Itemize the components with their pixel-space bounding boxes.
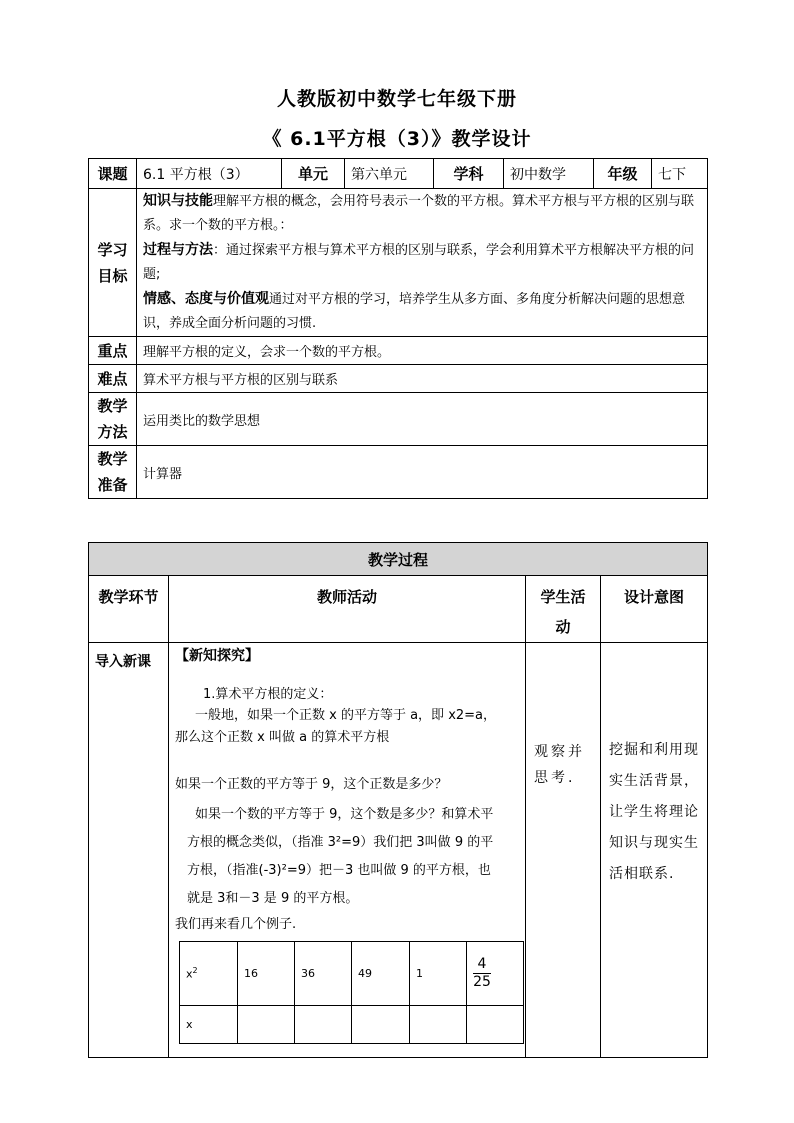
prep-label: 教学 准备 <box>89 446 137 499</box>
process-objective: 过程与方法：通过探索平方根与算术平方根的区别与联系，学会利用算术平方根解决平方根的问题; <box>143 242 695 282</box>
teacher-line: 1.算术平方根的定义： <box>203 687 333 702</box>
example-value: 1 <box>410 942 467 1006</box>
col-student-header: 学生活 动 <box>526 576 601 643</box>
objectives-label: 学习 目标 <box>89 189 137 337</box>
example-blank-cell <box>467 1006 524 1044</box>
col-stage-header: 教学环节 <box>89 576 169 643</box>
method-label: 教学 方法 <box>89 393 137 446</box>
lesson-info-table <box>88 158 708 499</box>
teacher-line: 方根的概念类似，（指准 3²=9）我们把 3叫做 9 的平 <box>187 835 494 850</box>
teacher-line: 如果一个数的平方等于 9，这个数是多少？和算术平 <box>195 807 494 822</box>
prep-value: 计算器 <box>137 446 708 499</box>
teacher-line: 就是 3和－3 是 9 的平方根。 <box>187 891 359 906</box>
topic-label: 课题 <box>89 159 137 189</box>
grade-value: 七下 <box>652 159 708 189</box>
difficulty-label: 难点 <box>89 365 137 393</box>
design-intent-cell: 挖掘和利用现实生活背景，让学生将理论知识与现实生活相联系. <box>601 643 708 1058</box>
process-heading: 教学过程 <box>89 543 708 576</box>
method-value: 运用类比的数学思想 <box>137 393 708 446</box>
objectives-content <box>137 189 708 337</box>
key-point-value: 理解平方根的定义，会求一个数的平方根。 <box>137 337 708 365</box>
key-point-label: 重点 <box>89 337 137 365</box>
subject-label: 学科 <box>434 159 504 189</box>
example-blank-cell <box>410 1006 467 1044</box>
student-activity-cell: 观察并思考. <box>526 643 601 1058</box>
example-value: 49 <box>352 942 410 1006</box>
col-intent-header: 设计意图 <box>601 576 708 643</box>
topic-value: 6.1 平方根（3） <box>137 159 282 189</box>
example-fraction-cell <box>467 942 524 1006</box>
subject-value: 初中数学 <box>504 159 594 189</box>
example-table <box>179 941 524 1044</box>
col-teacher-header: 教师活动 <box>169 576 526 643</box>
example-value: 36 <box>295 942 352 1006</box>
document-title: 人教版初中数学七年级下册 <box>276 88 517 110</box>
example-value: 16 <box>238 942 295 1006</box>
difficulty-value: 算术平方根与平方根的区别与联系 <box>137 365 708 393</box>
example-row-label: x <box>180 1006 238 1044</box>
teacher-line: 如果一个正数的平方等于 9，这个正数是多少？ <box>175 777 448 792</box>
example-row-label: $x^2$ <box>180 942 238 1006</box>
stage-cell: 导入新课 <box>89 643 169 1058</box>
teaching-process-table <box>88 542 708 1058</box>
grade-label: 年级 <box>594 159 652 189</box>
knowledge-objective: 知识与技能理解平方根的概念，会用符号表示一个数的平方根。算术平方根与平方根的区别与联系。求一个数的平方根。： <box>143 193 695 233</box>
teacher-line: 那么这个正数 x 叫做 a 的算术平方根 <box>175 730 390 745</box>
teacher-line: 一般地，如果一个正数 x 的平方等于 a，即 x2=a， <box>195 708 497 723</box>
teacher-line: 方根，（指准(-3)²=9）把－3 也叫做 9 的平方根，也 <box>187 863 491 878</box>
document-subtitle: 《 6.1平方根（3）》教学设计 <box>262 128 532 150</box>
example-blank-cell <box>295 1006 352 1044</box>
unit-value: 第六单元 <box>345 159 434 189</box>
example-blank-cell <box>238 1006 295 1044</box>
teacher-activity-cell <box>169 643 526 1058</box>
emotion-objective: 情感、态度与价值观通过对平方根的学习，培养学生从多方面、多角度分析解决问题的思想意识，养成全面分析问题的习惯. <box>143 291 686 331</box>
unit-label: 单元 <box>282 159 345 189</box>
section-title: 【新知探究】 <box>175 648 259 664</box>
example-blank-cell <box>352 1006 410 1044</box>
teacher-line: 我们再来看几个例子. <box>175 917 297 932</box>
fraction: $\frac{4}{25}$ <box>473 956 491 990</box>
